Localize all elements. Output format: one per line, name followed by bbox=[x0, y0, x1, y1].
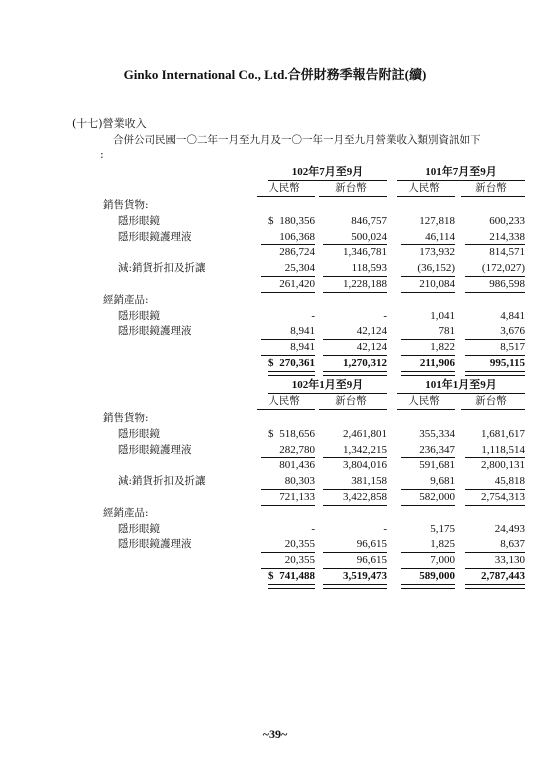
currency-header: 新台幣 bbox=[475, 395, 507, 407]
total-rule bbox=[261, 568, 315, 569]
subtotal-rule bbox=[261, 552, 315, 553]
value-cell: 286,724 bbox=[279, 246, 315, 259]
value-cell: 282,780 bbox=[279, 443, 315, 456]
value-cell: 1,228,188 bbox=[343, 278, 387, 290]
total-rule bbox=[261, 355, 315, 356]
currency-header: 新台幣 bbox=[475, 182, 507, 194]
subtotal-rule bbox=[323, 339, 387, 340]
subtotal-rule bbox=[401, 552, 455, 553]
value-cell: 814,571 bbox=[489, 246, 525, 259]
value-cell: 381,158 bbox=[351, 475, 387, 488]
value-cell: 127,818 bbox=[419, 214, 455, 227]
column-header-underline bbox=[319, 409, 387, 410]
value-cell: 20,355 bbox=[284, 538, 315, 551]
value-cell: 1,825 bbox=[430, 538, 455, 551]
section-intro-tail: : bbox=[100, 148, 104, 161]
value-cell: 721,133 bbox=[279, 491, 315, 503]
row-label: 隱形眼鏡護理液 bbox=[118, 443, 192, 456]
total-rule bbox=[323, 292, 387, 293]
row-label: 經銷產品: bbox=[103, 506, 149, 519]
row-label: 隱形眼鏡 bbox=[118, 309, 160, 322]
subtotal-rule bbox=[465, 244, 525, 245]
value-cell: 106,368 bbox=[279, 230, 315, 243]
currency-symbol: $ bbox=[268, 570, 274, 582]
value-cell: 96,615 bbox=[356, 538, 387, 551]
total-rule bbox=[261, 505, 315, 506]
grand-total-double-rule bbox=[465, 371, 525, 376]
subtotal-rule bbox=[261, 489, 315, 490]
value-cell: 781 bbox=[438, 325, 455, 338]
page-number: ~39~ bbox=[262, 727, 288, 741]
currency-symbol: $ bbox=[268, 214, 274, 227]
total-rule bbox=[401, 568, 455, 569]
value-cell: 7,000 bbox=[430, 554, 455, 567]
row-label: 減:銷貨折扣及折讓 bbox=[118, 262, 206, 275]
row-label: 隱形眼鏡護理液 bbox=[118, 230, 192, 243]
value-cell: 8,637 bbox=[500, 538, 525, 551]
value-cell: 2,461,801 bbox=[343, 427, 387, 440]
total-rule bbox=[401, 505, 455, 506]
currency-symbol: $ bbox=[268, 427, 274, 440]
grand-total-double-rule bbox=[401, 584, 455, 589]
grand-total-double-rule bbox=[465, 584, 525, 589]
value-cell: 741,488 bbox=[279, 570, 315, 582]
value-cell: 25,304 bbox=[284, 262, 315, 275]
value-cell: 801,436 bbox=[279, 459, 315, 472]
period-header: 102年7月至9月 bbox=[291, 166, 364, 178]
currency-symbol: $ bbox=[268, 357, 274, 369]
row-label: 隱形眼鏡 bbox=[118, 214, 160, 227]
row-label: 隱形眼鏡 bbox=[118, 427, 160, 440]
period-header: 101年7月至9月 bbox=[425, 166, 497, 178]
period-header: 101年1月至9月 bbox=[425, 379, 497, 391]
value-cell: - bbox=[311, 522, 315, 535]
total-rule bbox=[323, 505, 387, 506]
subtotal-rule bbox=[401, 339, 455, 340]
subtotal-rule bbox=[323, 276, 387, 277]
currency-header: 人民幣 bbox=[408, 395, 440, 407]
value-cell: 5,175 bbox=[430, 522, 455, 535]
value-cell: 270,361 bbox=[279, 357, 315, 369]
value-cell: 45,818 bbox=[494, 475, 525, 488]
value-cell: 2,754,313 bbox=[481, 491, 525, 503]
value-cell: 8,941 bbox=[290, 325, 315, 338]
value-cell: 20,355 bbox=[284, 554, 315, 567]
value-cell: 1,118,514 bbox=[481, 443, 525, 456]
section-heading: (十七)營業收入 bbox=[72, 117, 147, 130]
value-cell: 995,115 bbox=[489, 357, 525, 369]
value-cell: 8,941 bbox=[290, 341, 315, 354]
subtotal-rule bbox=[465, 339, 525, 340]
value-cell: 33,130 bbox=[494, 554, 525, 567]
value-cell: 500,024 bbox=[351, 230, 387, 243]
total-rule bbox=[465, 355, 525, 356]
currency-header: 新台幣 bbox=[335, 182, 367, 194]
value-cell: 1,270,312 bbox=[343, 357, 387, 369]
value-cell: 846,757 bbox=[351, 214, 387, 227]
total-rule bbox=[465, 505, 525, 506]
value-cell: 518,656 bbox=[279, 427, 315, 440]
grand-total-double-rule bbox=[268, 584, 315, 589]
currency-header: 新台幣 bbox=[335, 395, 367, 407]
value-cell: 600,233 bbox=[489, 214, 525, 227]
value-cell: 1,041 bbox=[430, 309, 455, 322]
column-header-underline bbox=[319, 196, 387, 197]
subtotal-rule bbox=[401, 489, 455, 490]
column-header-underline bbox=[461, 409, 525, 410]
subtotal-rule bbox=[465, 552, 525, 553]
value-cell: - bbox=[383, 522, 387, 535]
value-cell: 4,841 bbox=[500, 309, 525, 322]
subtotal-rule bbox=[401, 457, 455, 458]
currency-header: 人民幣 bbox=[268, 395, 300, 407]
subtotal-rule bbox=[323, 244, 387, 245]
value-cell: 986,598 bbox=[489, 278, 525, 290]
value-cell: 1,346,781 bbox=[343, 246, 387, 259]
total-rule bbox=[401, 355, 455, 356]
value-cell: 2,800,131 bbox=[481, 459, 525, 472]
subtotal-rule bbox=[465, 457, 525, 458]
page-title bbox=[0, 64, 550, 83]
value-cell: 173,932 bbox=[419, 246, 455, 259]
value-cell: 118,593 bbox=[351, 262, 387, 275]
subtotal-rule bbox=[261, 244, 315, 245]
column-header-underline bbox=[397, 409, 455, 410]
subtotal-rule bbox=[465, 276, 525, 277]
currency-header: 人民幣 bbox=[268, 182, 300, 194]
row-label: 隱形眼鏡 bbox=[118, 522, 160, 535]
value-cell: 9,681 bbox=[430, 475, 455, 488]
column-header-underline bbox=[257, 196, 315, 197]
value-cell: 2,787,443 bbox=[481, 570, 525, 582]
subtotal-rule bbox=[261, 339, 315, 340]
subtotal-rule bbox=[261, 457, 315, 458]
row-label: 隱形眼鏡護理液 bbox=[118, 325, 192, 338]
subtotal-rule bbox=[465, 489, 525, 490]
value-cell: 3,422,858 bbox=[343, 491, 387, 503]
value-cell: - bbox=[383, 309, 387, 322]
value-cell: 46,114 bbox=[425, 230, 455, 243]
value-cell: 211,906 bbox=[419, 357, 455, 369]
value-cell: 8,517 bbox=[500, 341, 525, 354]
value-cell: - bbox=[311, 309, 315, 322]
subtotal-rule bbox=[401, 276, 455, 277]
grand-total-double-rule bbox=[323, 371, 387, 376]
value-cell: 80,303 bbox=[284, 475, 315, 488]
value-cell: 236,347 bbox=[419, 443, 455, 456]
subtotal-rule bbox=[323, 489, 387, 490]
value-cell: 180,356 bbox=[279, 214, 315, 227]
value-cell: 589,000 bbox=[419, 570, 455, 582]
subtotal-rule bbox=[261, 276, 315, 277]
subtotal-rule bbox=[323, 457, 387, 458]
subtotal-rule bbox=[401, 244, 455, 245]
value-cell: (172,027) bbox=[481, 262, 525, 275]
value-cell: 42,124 bbox=[356, 341, 387, 354]
value-cell: 355,334 bbox=[419, 427, 455, 440]
section-intro: 合併公司民國一〇二年一月至九月及一〇一年一月至九月營業收入類別資訊如下 bbox=[113, 134, 481, 146]
row-label: 減:銷貨折扣及折讓 bbox=[118, 475, 206, 488]
value-cell: 24,493 bbox=[494, 522, 525, 535]
total-rule bbox=[323, 355, 387, 356]
value-cell: 214,338 bbox=[489, 230, 525, 243]
value-cell: 210,084 bbox=[419, 278, 455, 290]
grand-total-double-rule bbox=[268, 371, 315, 376]
column-header-underline bbox=[397, 196, 455, 197]
value-cell: 3,519,473 bbox=[343, 570, 387, 582]
total-rule bbox=[323, 568, 387, 569]
total-rule bbox=[261, 292, 315, 293]
company-name: Ginko International Co., Ltd. bbox=[123, 67, 288, 82]
column-header-underline bbox=[257, 409, 315, 410]
currency-header: 人民幣 bbox=[408, 182, 440, 194]
row-label: 銷售貨物: bbox=[103, 412, 149, 424]
grand-total-double-rule bbox=[401, 371, 455, 376]
total-rule bbox=[465, 292, 525, 293]
value-cell: 96,615 bbox=[356, 554, 387, 567]
value-cell: 3,676 bbox=[500, 325, 525, 338]
value-cell: 1,822 bbox=[430, 341, 455, 354]
value-cell: 3,804,016 bbox=[343, 459, 387, 472]
total-rule bbox=[465, 568, 525, 569]
report-title: 合併財務季報告附註(續) bbox=[287, 67, 427, 82]
value-cell: 1,342,215 bbox=[343, 443, 387, 456]
row-label: 隱形眼鏡護理液 bbox=[118, 538, 192, 551]
subtotal-rule bbox=[323, 552, 387, 553]
value-cell: 582,000 bbox=[419, 491, 455, 503]
total-rule bbox=[401, 292, 455, 293]
column-header-underline bbox=[461, 196, 525, 197]
value-cell: 261,420 bbox=[279, 278, 315, 290]
value-cell: (36,152) bbox=[417, 262, 455, 275]
value-cell: 42,124 bbox=[356, 325, 387, 338]
value-cell: 1,681,617 bbox=[481, 427, 525, 440]
row-label: 經銷產品: bbox=[103, 293, 149, 306]
period-header: 102年1月至9月 bbox=[291, 379, 364, 391]
value-cell: 591,681 bbox=[419, 459, 455, 472]
row-label: 銷售貨物: bbox=[103, 199, 149, 211]
grand-total-double-rule bbox=[323, 584, 387, 589]
